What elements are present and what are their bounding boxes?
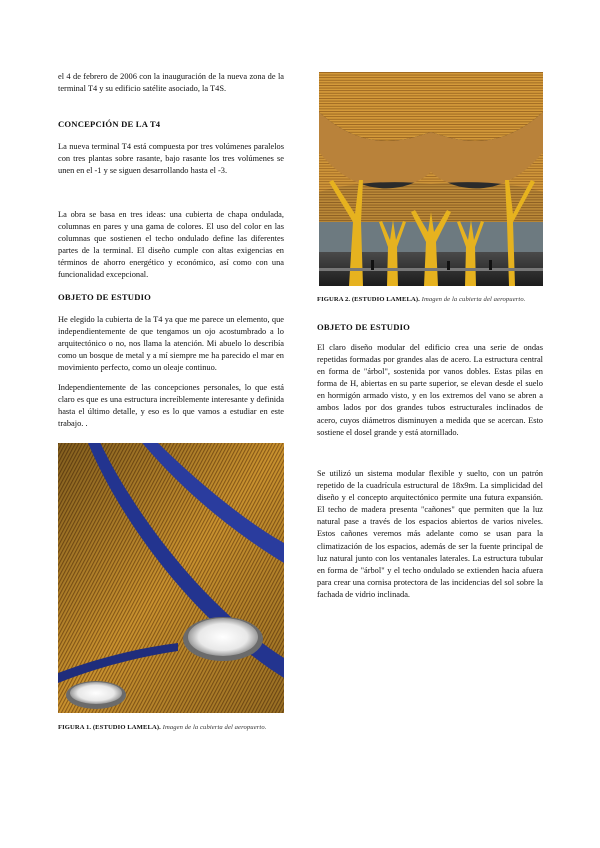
figure-2-image [319, 72, 543, 286]
concepcion-paragraph-1: La nueva terminal T4 está compuesta por tres volúmenes paralelos con tres plantas sobre rasante, bajo rasante los tres volúmenes se unen en el -1 y se siguen desarrollando hasta el -3. [58, 142, 284, 176]
section-heading-objeto: OBJETO DE ESTUDIO [58, 292, 152, 302]
concepcion-paragraph-2: La obra se basa en tres ideas: una cubierta de chapa ondulada, columnas en pares y una gama de colores. El uso del color en las columnas que sostienen el techo ondulado define las diferentes partes de la terminal. El diseño cumple con altas exigencias en términos de ahorro energético y económico, así como con una funcionalidad excepcional. [58, 210, 284, 280]
figure-2-caption [317, 296, 543, 304]
objeto-paragraph-2: Independientemente de las concepciones personales, lo que está claro es que es una estructura increíblemente interesante y definida hasta el último detalle, y eso es lo que vamos a estudiar en este trabajo. . [58, 383, 284, 429]
section-heading-concepcion: CONCEPCIÓN DE LA T4 [58, 119, 161, 129]
section-heading-objeto-right: OBJETO DE ESTUDIO [317, 322, 411, 332]
figure-2-label: FIGURA 2. (ESTUDIO LAMELA). [317, 296, 420, 303]
objeto-right-paragraph-2: Se utilizó un sistema modular flexible y suelto, con un patrón repetido de la cuadrícula estructural de 18x9m. La simplicidad del diseño y el concepto arquitectónico permite una futura expansión. El techo de madera presenta "cañones" que permiten que la luz natural pase a través de los espacios abiertos de varios niveles. Estos cañones veremos más adelante como se usan para la climatización de los espacios, además de ser la fuente principal de luz natural junto con los ventanales laterales. La estructura tubular en forma de "árbol" y el techo ondulado se extienden hacia afuera para crear una cornisa protectora de las incidencias del sol sobre la fachada de vidrio inclinada. [317, 469, 543, 599]
figure-1-label: FIGURA 1. (ESTUDIO LAMELA). [58, 724, 161, 731]
figure-1-description: Imagen de la cubierta del aeropuerto. [162, 724, 267, 731]
objeto-paragraph-1: He elegido la cubierta de la T4 ya que me parece un elemento, que independientemente de que tengamos un ojo acostumbrado a lo arquitectónico o no, nos llama la atención. Mi abuelo lo describía como un bosque de metal y a mí siempre me ha parecido el mar en movimiento perfecto, como un oleaje continuo. [58, 315, 284, 373]
ceiling-photo-1 [58, 443, 284, 713]
figure-1-caption [58, 724, 284, 732]
intro-paragraph: el 4 de febrero de 2006 con la inauguración de la nueva zona de la terminal T4 y su edificio satélite asociado, la T4S. [58, 72, 284, 94]
terminal-interior-photo [319, 72, 543, 286]
objeto-right-paragraph-1: El claro diseño modular del edificio crea una serie de ondas repetidas formadas por grandes alas de acero. La estructura central en forma de "árbol", sostenida por vanos dobles. Estas pilas en forma de H, abiertas en su parte superior, se elevan desde el suelo en hormigón armado visto, y en los extremos del vano se abren a ambos lados por dos grandes tubos estructurales inclinados de acero, cuyos diámetros disminuyen a medida que se acercan. Esto sostiene el dosel grande y está atornillado. [317, 343, 543, 437]
figure-1-image [58, 443, 284, 713]
figure-2-description: Imagen de la cubierta del aeropuerto. [421, 296, 526, 303]
